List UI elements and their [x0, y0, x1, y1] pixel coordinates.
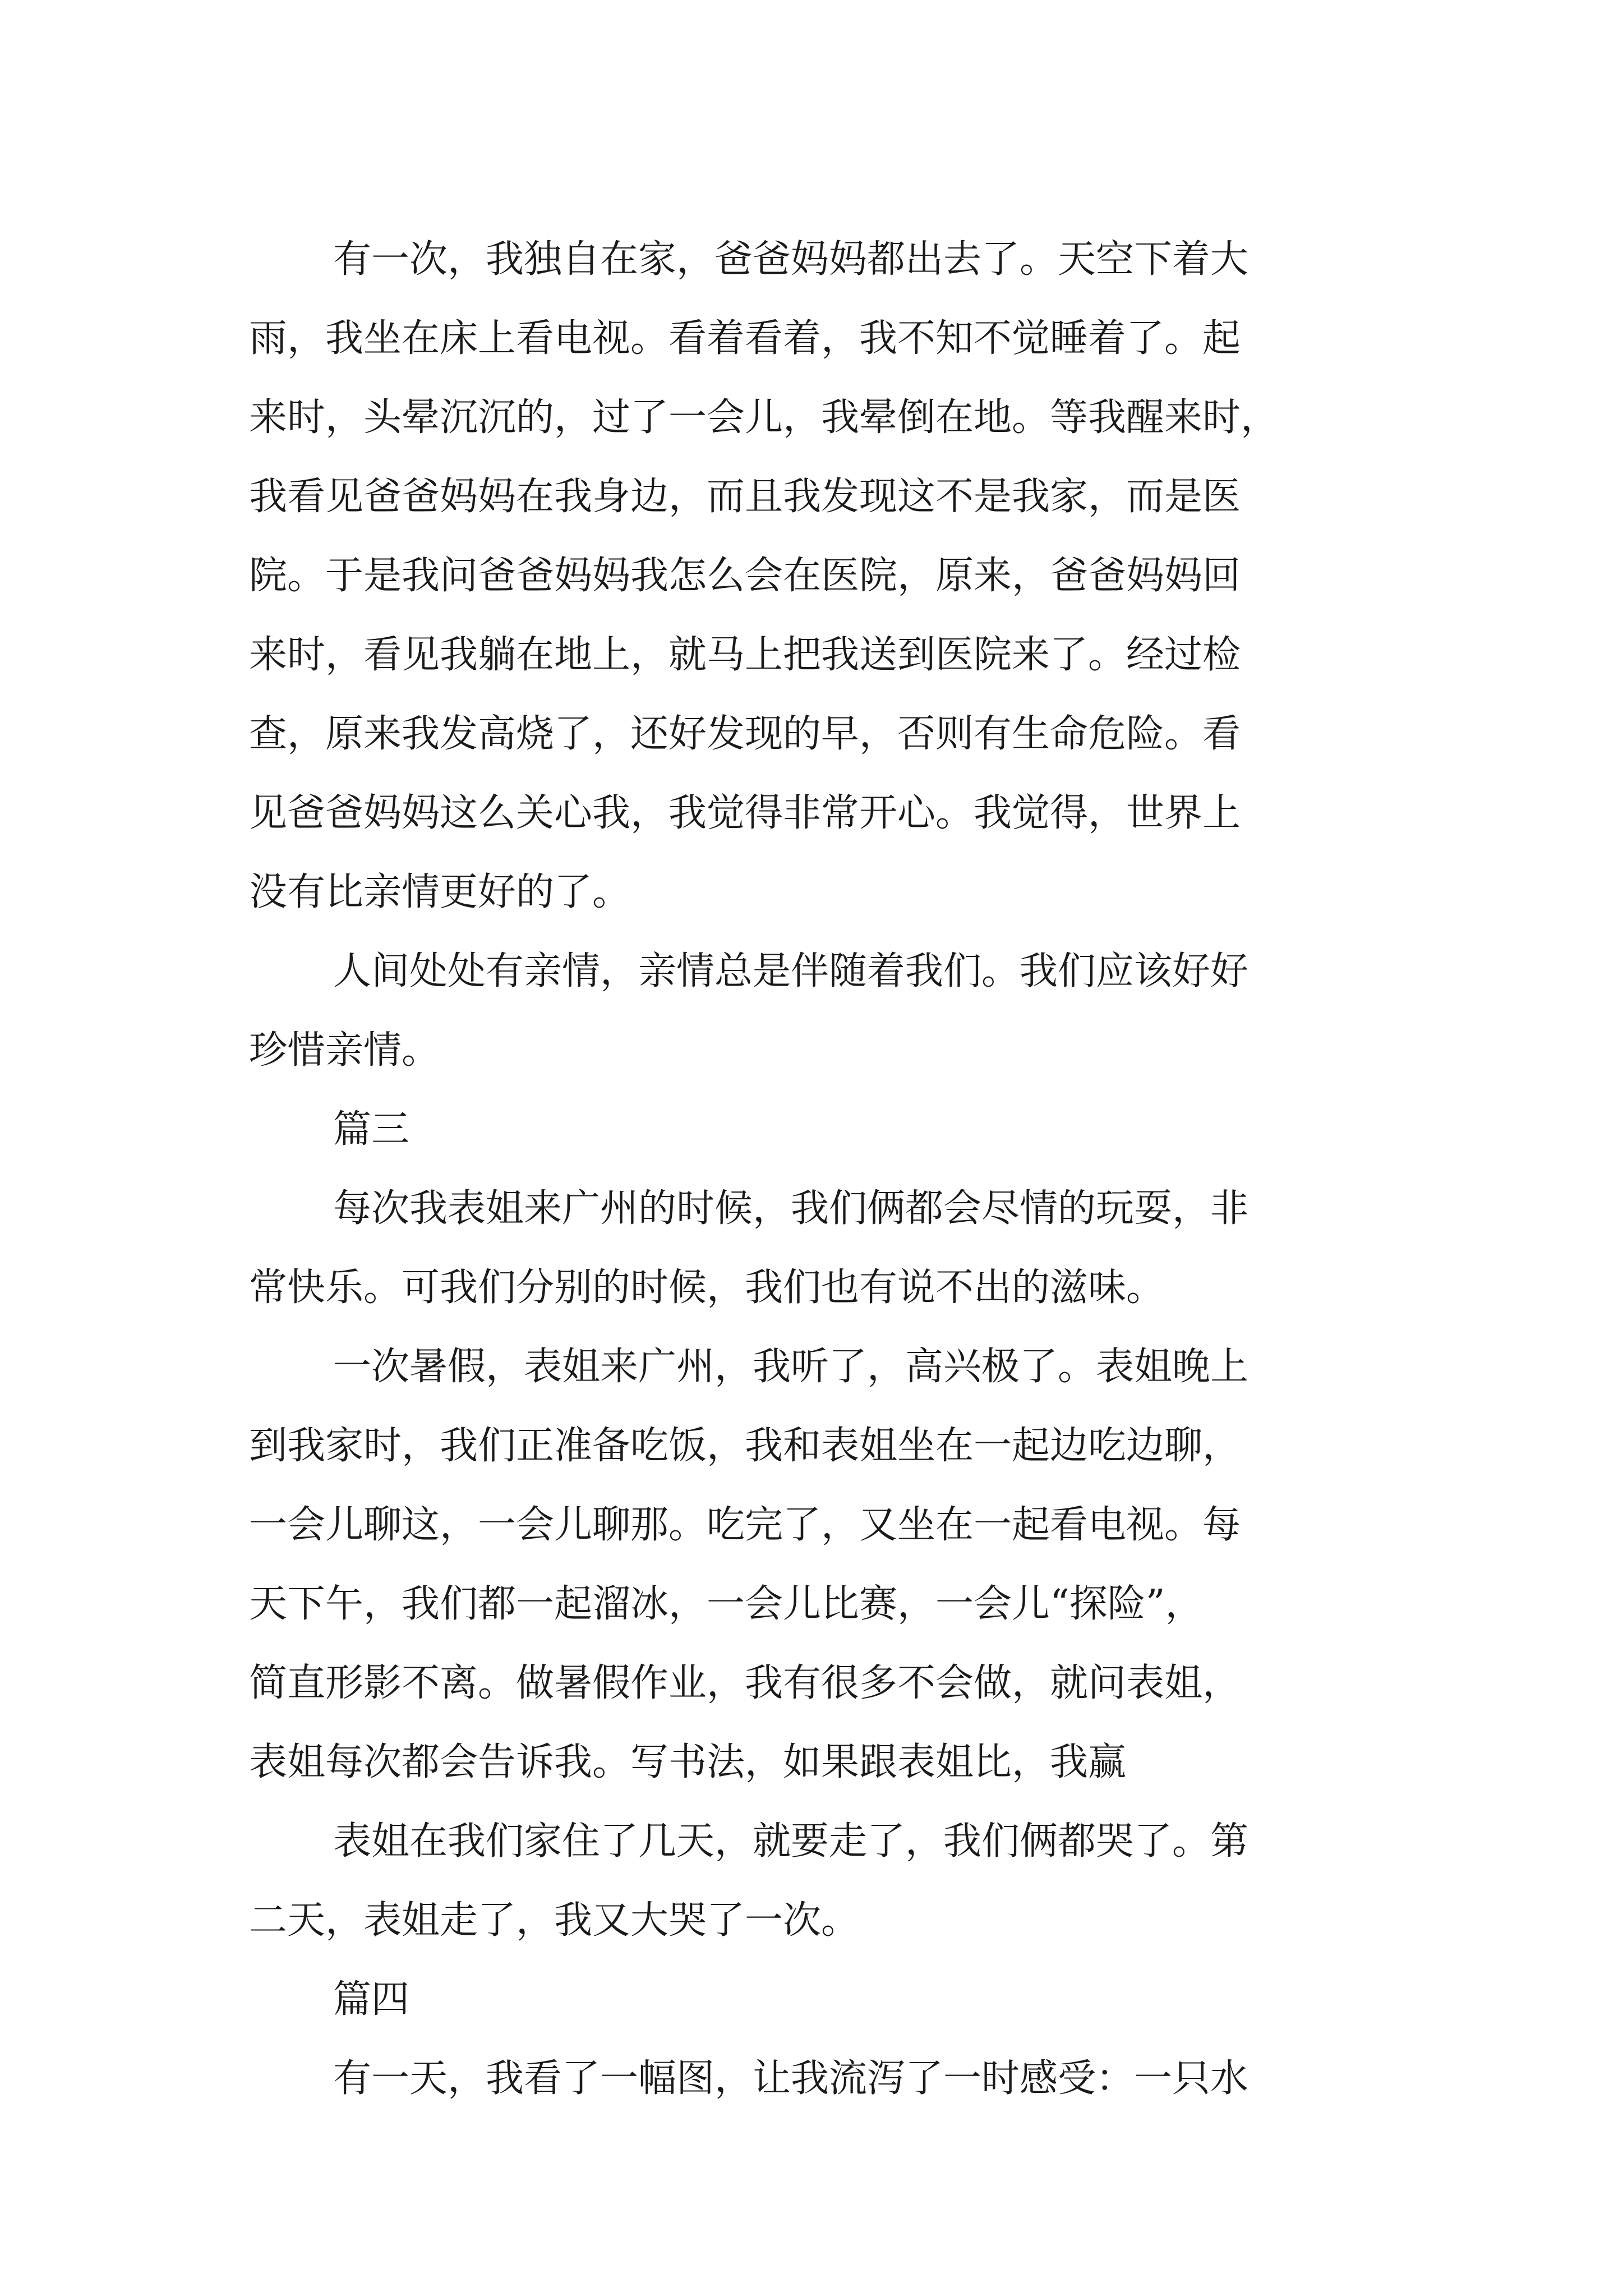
text-line: 珍惜亲情。 — [249, 1028, 440, 1073]
text-line: 简直形影不离。做暑假作业，我有很多不会做，就问表姐， — [249, 1661, 1241, 1705]
text-line: 表姐每次都会告诉我。写书法，如果跟表姐比，我赢 — [249, 1740, 1127, 1784]
text-line: 到我家时，我们正准备吃饭，我和表姐坐在一起边吃边聊， — [249, 1424, 1241, 1468]
text-line: 二天，表姐走了，我又大哭了一次。 — [249, 1898, 860, 1943]
text-line: 每次我表姐来广州的时候，我们俩都会尽情的玩耍，非 — [333, 1186, 1249, 1231]
text-line: 来时，看见我躺在地上，就马上把我送到医院来了。经过检 — [249, 633, 1241, 677]
text-line: 天下午，我们都一起溜冰，一会儿比赛，一会儿“探险”， — [249, 1582, 1204, 1626]
text-line: 见爸爸妈妈这么关心我，我觉得非常开心。我觉得，世界上 — [249, 791, 1241, 835]
document-body — [249, 220, 1383, 2118]
text-line: 有一天，我看了一幅图，让我流泻了一时感受：一只水 — [333, 2056, 1249, 2101]
text-line: 没有比亲情更好的了。 — [249, 870, 631, 914]
text-line: 篇三 — [333, 1107, 410, 1152]
text-line: 院。于是我问爸爸妈妈我怎么会在医院，原来，爸爸妈妈回 — [249, 554, 1241, 598]
text-line: 表姐在我们家住了几天，就要走了，我们俩都哭了。第 — [333, 1819, 1249, 1864]
text-line: 有一次，我独自在家，爸爸妈妈都出去了。天空下着大 — [333, 237, 1249, 282]
text-line: 雨，我坐在床上看电视。看着看着，我不知不觉睡着了。起 — [249, 316, 1241, 361]
text-line: 一会儿聊这，一会儿聊那。吃完了，又坐在一起看电视。每 — [249, 1503, 1241, 1547]
text-line: 常快乐。可我们分别的时候，我们也有说不出的滋味。 — [249, 1266, 1165, 1310]
text-line: 一次暑假，表姐来广州，我听了，高兴极了。表姐晚上 — [333, 1345, 1249, 1389]
text-line: 篇四 — [333, 1977, 410, 2022]
text-line: 人间处处有亲情，亲情总是伴随着我们。我们应该好好 — [333, 949, 1249, 993]
text-line: 我看见爸爸妈妈在我身边，而且我发现这不是我家，而是医 — [249, 475, 1241, 519]
text-line: 来时，头晕沉沉的，过了一会儿，我晕倒在地。等我醒来时， — [249, 395, 1279, 440]
text-line: 查，原来我发高烧了，还好发现的早，否则有生命危险。看 — [249, 712, 1241, 756]
